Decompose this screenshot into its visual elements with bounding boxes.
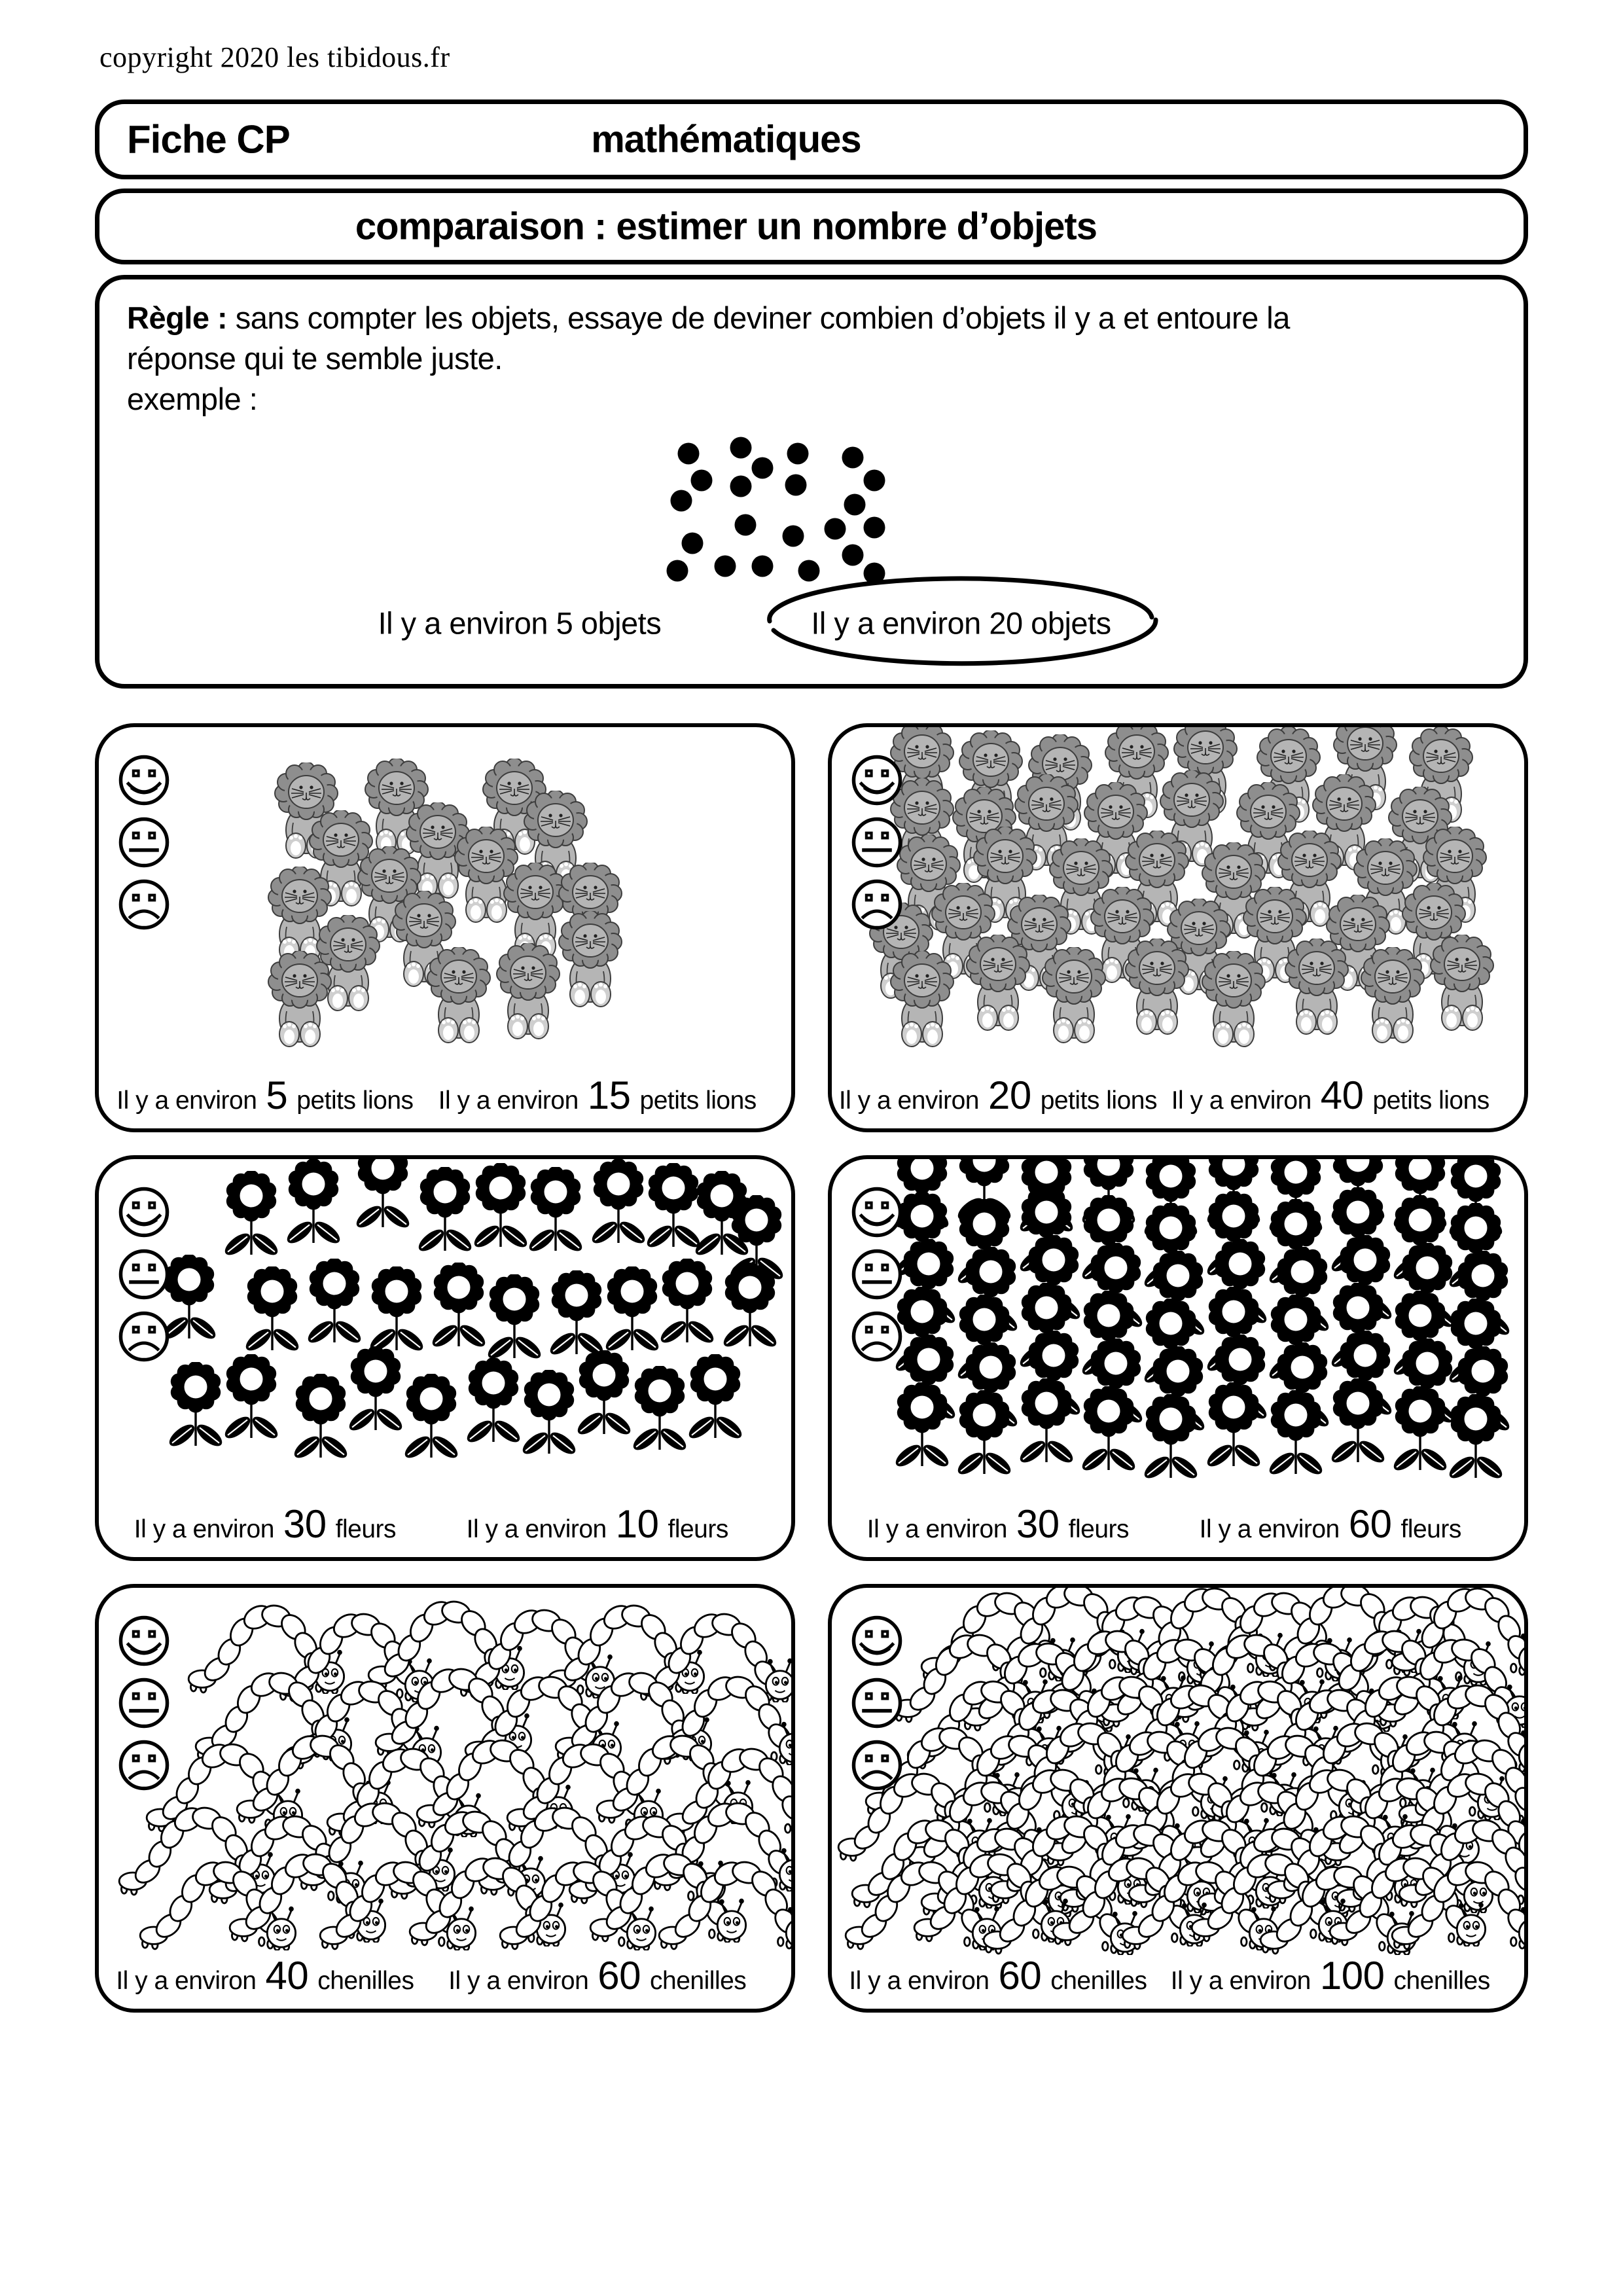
example-option: Il y a environ 20 objets — [811, 605, 1111, 641]
exercise-box-lions-sparse — [95, 723, 795, 1132]
lion-icon — [1360, 947, 1425, 1045]
title-box — [95, 188, 1528, 264]
answer-prefix: Il y a environ — [116, 1086, 257, 1115]
exercise-box-flowers-dense — [828, 1155, 1528, 1561]
flower-icon — [399, 1374, 464, 1485]
answer-unit: fleurs — [335, 1515, 397, 1543]
flower-icon — [1014, 1378, 1079, 1490]
rating-icons — [850, 753, 904, 931]
rule-line-2: réponse qui te semble juste. — [127, 341, 503, 376]
answer-number: 100 — [1319, 1954, 1385, 1998]
copyright-text: copyright 2020 les tibidous.fr — [99, 41, 450, 73]
answer-number: 15 — [587, 1073, 631, 1117]
page-title: comparaison : estimer un nombre d’objets — [355, 205, 1097, 248]
flower-icon — [952, 1390, 1017, 1501]
sheet-level-label: Fiche CP — [127, 117, 290, 162]
answer-unit: fleurs — [1068, 1515, 1130, 1543]
answer-number: 40 — [1320, 1073, 1364, 1117]
answer-prefix: Il y a environ — [466, 1515, 607, 1543]
answer-prefix: Il y a environ — [838, 1086, 979, 1115]
subject-label: mathématiques — [591, 118, 861, 161]
answer-prefix: Il y a environ — [438, 1086, 579, 1115]
happy-smiley-icon — [117, 1185, 171, 1239]
lion-icon — [1124, 939, 1190, 1037]
sad-smiley-icon — [117, 1738, 171, 1792]
lion-icon — [558, 911, 623, 1009]
lion-icon — [267, 951, 332, 1049]
lion-icon — [495, 943, 561, 1041]
rule-label: Règle : — [127, 300, 228, 335]
flower-icon — [163, 1362, 228, 1473]
flower-icon — [1325, 1378, 1391, 1490]
exercise-box-caterpillars-dense — [828, 1584, 1528, 2013]
neutral-smiley-icon — [850, 816, 904, 869]
answer-number: 30 — [1016, 1502, 1060, 1546]
answer-number: 40 — [265, 1954, 309, 1998]
flower-icon — [683, 1354, 748, 1465]
answer-prefix: Il y a environ — [134, 1515, 274, 1543]
rating-icons — [850, 1614, 904, 1792]
rule-line-3: exemple : — [127, 382, 258, 417]
answer-unit: petits lions — [296, 1086, 414, 1115]
exercise-box-caterpillars-sparse — [95, 1584, 795, 2013]
happy-smiley-icon — [850, 1185, 904, 1239]
sad-smiley-icon — [850, 1310, 904, 1363]
flower-icon — [1138, 1394, 1204, 1505]
answer-number: 5 — [266, 1073, 288, 1117]
answer-unit: chenilles — [650, 1967, 747, 1995]
answer-number: 30 — [283, 1502, 327, 1546]
answer-unit: petits lions — [1040, 1086, 1157, 1115]
flower-icon — [1443, 1394, 1508, 1505]
header-box — [95, 99, 1528, 179]
exercise-box-lions-dense — [828, 723, 1528, 1132]
flower-icon — [281, 1159, 346, 1270]
answer-unit: petits lions — [639, 1086, 757, 1115]
answer-prefix: Il y a environ — [849, 1967, 990, 1995]
answer-prefix: Il y a environ — [866, 1515, 1007, 1543]
flower-icon — [219, 1171, 284, 1282]
flower-icon — [889, 1382, 955, 1494]
example-option: Il y a environ 5 objets — [378, 605, 662, 641]
flower-icon — [654, 1259, 720, 1370]
flower-icon — [1076, 1386, 1141, 1498]
caterpillar-icon — [1389, 1839, 1528, 1950]
items-layer — [832, 1588, 1524, 2009]
answer-number: 60 — [597, 1954, 641, 1998]
answer-number: 60 — [998, 1954, 1042, 1998]
happy-smiley-icon — [850, 1614, 904, 1668]
answer-number: 10 — [615, 1502, 659, 1546]
lion-icon — [1429, 935, 1495, 1033]
answer-number: 60 — [1348, 1502, 1392, 1546]
neutral-smiley-icon — [117, 1247, 171, 1301]
answer-prefix: Il y a environ — [448, 1967, 589, 1995]
lion-icon — [1284, 939, 1349, 1037]
items-layer — [832, 1159, 1524, 1557]
sad-smiley-icon — [850, 878, 904, 931]
answer-unit: fleurs — [668, 1515, 728, 1543]
answer-unit: petits lions — [1372, 1086, 1489, 1115]
answer-unit: chenilles — [1050, 1967, 1147, 1995]
answer-number: 20 — [988, 1073, 1031, 1117]
rating-icons — [117, 1185, 171, 1363]
flower-icon — [1263, 1390, 1329, 1501]
exercise-box-flowers-sparse — [95, 1155, 795, 1561]
flower-icon — [1201, 1382, 1266, 1494]
answer-unit: chenilles — [1393, 1967, 1490, 1995]
neutral-smiley-icon — [850, 1247, 904, 1301]
answer-prefix: Il y a environ — [1170, 1967, 1311, 1995]
lion-icon — [426, 947, 491, 1045]
sad-smiley-icon — [117, 1310, 171, 1363]
happy-smiley-icon — [117, 1614, 171, 1668]
answer-unit: fleurs — [1400, 1515, 1461, 1543]
example-answers — [99, 279, 1524, 684]
rule-line-1: Règle : sans compter les objets, essaye de deviner combien d’objets il y a et entoure la — [127, 300, 1290, 335]
neutral-smiley-icon — [117, 816, 171, 869]
sad-smiley-icon — [850, 1738, 904, 1792]
neutral-smiley-icon — [117, 1676, 171, 1730]
rating-icons — [117, 753, 171, 931]
lion-icon — [1041, 947, 1107, 1045]
items-layer — [99, 727, 791, 1128]
flower-icon — [523, 1167, 588, 1278]
answer-prefix: Il y a environ — [1171, 1086, 1311, 1115]
neutral-smiley-icon — [850, 1676, 904, 1730]
lion-icon — [965, 935, 1031, 1033]
items-layer — [832, 727, 1524, 1128]
caterpillar-icon — [656, 1839, 795, 1950]
items-layer — [99, 1159, 791, 1557]
lion-icon — [889, 951, 955, 1049]
happy-smiley-icon — [117, 753, 171, 807]
items-layer — [99, 1588, 791, 2009]
rule-box — [95, 275, 1528, 689]
answer-prefix: Il y a environ — [1199, 1515, 1340, 1543]
flower-icon — [350, 1155, 416, 1255]
answer-unit: chenilles — [317, 1967, 414, 1995]
answer-prefix: Il y a environ — [116, 1967, 257, 1995]
rating-icons — [850, 1185, 904, 1363]
happy-smiley-icon — [850, 753, 904, 807]
lion-icon — [1201, 951, 1266, 1049]
sad-smiley-icon — [117, 878, 171, 931]
rating-icons — [117, 1614, 171, 1792]
